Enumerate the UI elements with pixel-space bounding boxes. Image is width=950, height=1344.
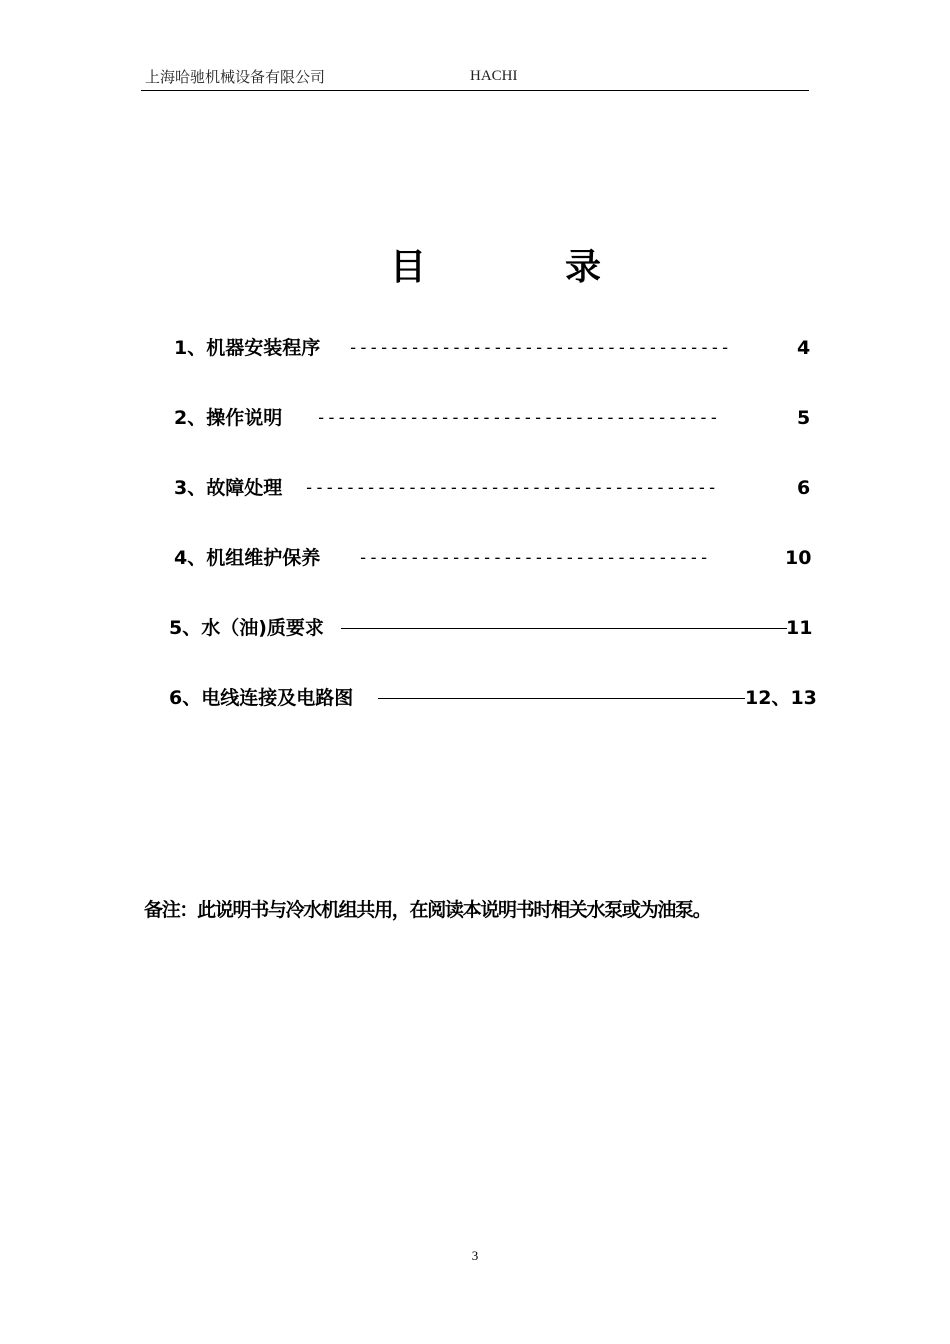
remark-note: 备注：此说明书与冷水机组共用，在阅读本说明书时相关水泵或为油泵。 xyxy=(144,899,711,921)
toc-leader: --------------------------------------- xyxy=(316,408,720,428)
toc-entry-label: 1、机器安装程序 xyxy=(174,337,321,359)
toc-entry-page: 6 xyxy=(797,477,811,499)
toc-title-char-2: 录 xyxy=(565,247,602,288)
header-rule xyxy=(141,90,809,91)
toc-title xyxy=(0,244,950,294)
toc-leader-line xyxy=(341,628,787,629)
toc-entry-page: 4 xyxy=(797,337,811,359)
toc-entry-label: 6、电线连接及电路图 xyxy=(169,687,354,709)
toc-entry xyxy=(174,545,810,571)
toc-entry-label: 2、操作说明 xyxy=(174,407,283,429)
toc-entry-page: 11 xyxy=(786,617,813,639)
toc-entry xyxy=(169,685,817,711)
toc-entry-label: 5、水（油)质要求 xyxy=(169,617,324,639)
toc-leader-line xyxy=(378,698,745,699)
toc-leader: ------------------------------------- xyxy=(348,338,731,358)
toc-leader: ---------------------------------------- xyxy=(304,478,718,498)
company-name: 上海哈驰机械设备有限公司 xyxy=(145,68,326,86)
toc-title-char-1: 目 xyxy=(390,247,427,288)
toc-entry-label: 4、机组维护保养 xyxy=(174,547,321,569)
toc-entry xyxy=(174,475,810,501)
toc-leader: ---------------------------------- xyxy=(358,548,710,568)
brand-name: HACHI xyxy=(470,68,518,84)
toc-entry xyxy=(174,405,810,431)
page-header xyxy=(141,64,809,91)
toc-entry-page: 10 xyxy=(785,547,812,569)
toc-entry xyxy=(174,335,810,361)
page-number: 3 xyxy=(471,1248,479,1263)
toc-entry-page: 5 xyxy=(797,407,811,429)
toc-entry-label: 3、故障处理 xyxy=(174,477,283,499)
toc-entry xyxy=(169,615,813,641)
toc-entry-page: 12、13 xyxy=(745,687,817,709)
